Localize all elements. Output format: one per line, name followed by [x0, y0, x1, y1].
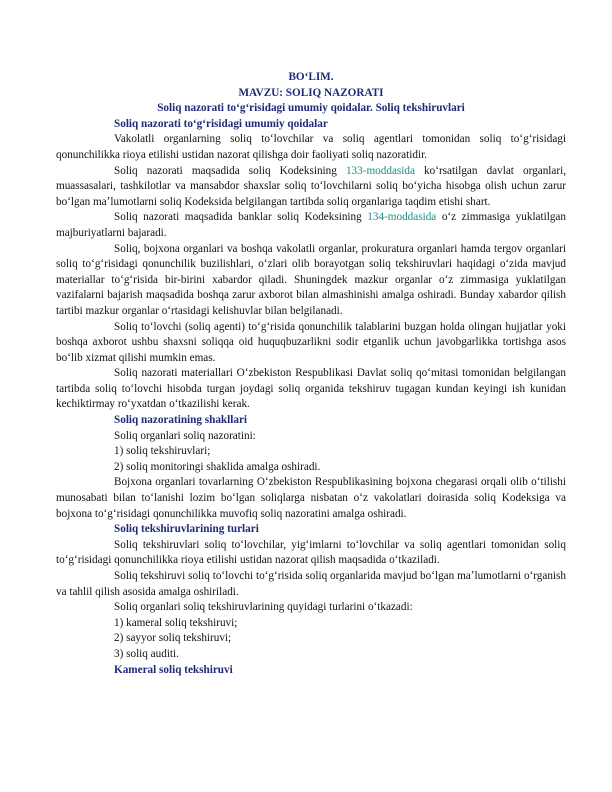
paragraph: Soliq nazorati materiallari Oʻzbekiston Respublikasi Davlat soliq qoʻmitasi tomonidan belgilangan tartibda soliq toʻlovchi hisobda turgan joydagi soliq organida tekshiruv tugagan kundan keyingi ish kunidan kechiktirmay roʻyxatdan oʻtkazilishi kerak. — [56, 367, 566, 411]
list-item: 1) soliq tekshiruvlari; — [114, 445, 211, 458]
paragraph: Soliq, bojxona organlari va boshqa vakolatli organlar, prokuratura organlari hamda tergov organlari soliq toʻgʻrisidagi qonunchilik buzilishlari, oʻzlari olib borayotgan soliq tekshiruvlari haqidagi oʻzida mavjud materiallar toʻgʻrisida bir-birini xabardor qiladi. Shuningdek mazkur organlar oʻz zimmasiga yuklatilgan vazifalarni bajarish maqsadida boshqa zarur axborot bilan almashinishi amalga oshiradi. Bunday xabardor qilish tartibi mazkur organlar oʻrtasidagi kelishuvlar bilan belgilanadi. — [56, 242, 566, 317]
subtitle: Soliq nazorati toʻgʻrisidagi umumiy qoidalar. Soliq tekshiruvlari — [157, 102, 465, 115]
heading-general-rules: Soliq nazorati toʻgʻrisidagi umumiy qoidalar — [114, 117, 328, 130]
paragraph — [56, 210, 566, 241]
paragraph: Soliq organlari soliq nazoratini: — [114, 429, 256, 442]
article-134-link[interactable]: 134-moddasida — [367, 211, 437, 224]
paragraph: Soliq tekshiruvlari soliq toʻlovchilar, yigʻimlarni toʻlovchilar va soliq agentlari tomonidan soliq toʻgʻrisidagi qonunchilikka rioya etilishi ustidan nazorat qilish maqsadida oʻtkaziladi. — [56, 538, 566, 567]
section-title: BOʻLIM. — [288, 71, 334, 83]
list-item: 2) soliq monitoringi shaklida amalga oshiradi. — [114, 460, 321, 473]
document-page — [56, 70, 566, 678]
heading-desk-audit: Kameral soliq tekshiruvi — [114, 663, 233, 676]
heading-audit-types: Soliq tekshiruvlarining turlari — [114, 523, 259, 536]
heading-control-forms: Soliq nazoratining shakllari — [114, 414, 248, 427]
paragraph-text: koʻrsatilgan davlat organlari, muassasalari, tashkilotlar va mansabdor shaxslar soliq toʻlovchilarni soliq boʻyicha hisobga olish uchun zarur boʻlgan maʼlumotlarni soliq Kodeksida belgilangan tartibda soliq organlariga taqdim etishi shart. — [56, 164, 566, 208]
paragraph: Bojxona organlari tovarlarning Oʻzbekiston Respublikasining bojxona chegarasi orqali olib oʻtilishi munosabati bilan toʻlanishi lozim boʻlgan soliqlarga nisbatan oʻz vakolatlari doirasida soliq Kodeksiga va bojxona toʻgʻrisidagi qonunchilikka muvofiq soliq nazoratini amalga oshiradi. — [56, 476, 566, 520]
paragraph: Soliq tekshiruvi soliq toʻlovchi toʻgʻrisida soliq organlarida mavjud boʻlgan maʼlumotlarni oʻrganish va tahlil qilish asosida amalga oshiriladi. — [56, 570, 566, 598]
paragraph: Soliq organlari soliq tekshiruvlarining quyidagi turlarini oʻtkazadi: — [114, 601, 413, 614]
paragraph-text: Soliq nazorati maqsadida soliq Kodeksining — [114, 164, 346, 177]
paragraph — [56, 164, 566, 211]
list-item: 2) sayyor soliq tekshiruvi; — [114, 632, 232, 645]
article-133-link[interactable]: 133-moddasida — [345, 164, 415, 177]
list-item: 1) kameral soliq tekshiruvi; — [114, 616, 238, 629]
paragraph-text: Soliq nazorati maqsadida banklar soliq Kodeksining — [114, 211, 368, 224]
topic-title: MAVZU: SOLIQ NAZORATI — [238, 86, 384, 99]
paragraph: Vakolatli organlarning soliq toʻlovchilar va soliq agentlari tomonidan soliq toʻgʻrisidagi qonunchilikka rioya etilishi ustidan nazorat qilishga doir faoliyati soliq nazoratidir. — [56, 133, 566, 161]
paragraph-text: oʻz zimmasiga yuklatilgan majburiyatlarni bajaradi. — [56, 211, 566, 239]
paragraph: Soliq toʻlovchi (soliq agenti) toʻgʻrisida qonunchilik talablarini buzgan holda olingan hujjatlar yoki boshqa axborot ushbu shaxsni soliqqa oid huquqbuzarlikni sodir etganlik uchun javobgarlikka tortishga asos boʻlib xizmat qilishi mumkin emas. — [56, 320, 566, 364]
list-item: 3) soliq auditi. — [114, 647, 179, 660]
